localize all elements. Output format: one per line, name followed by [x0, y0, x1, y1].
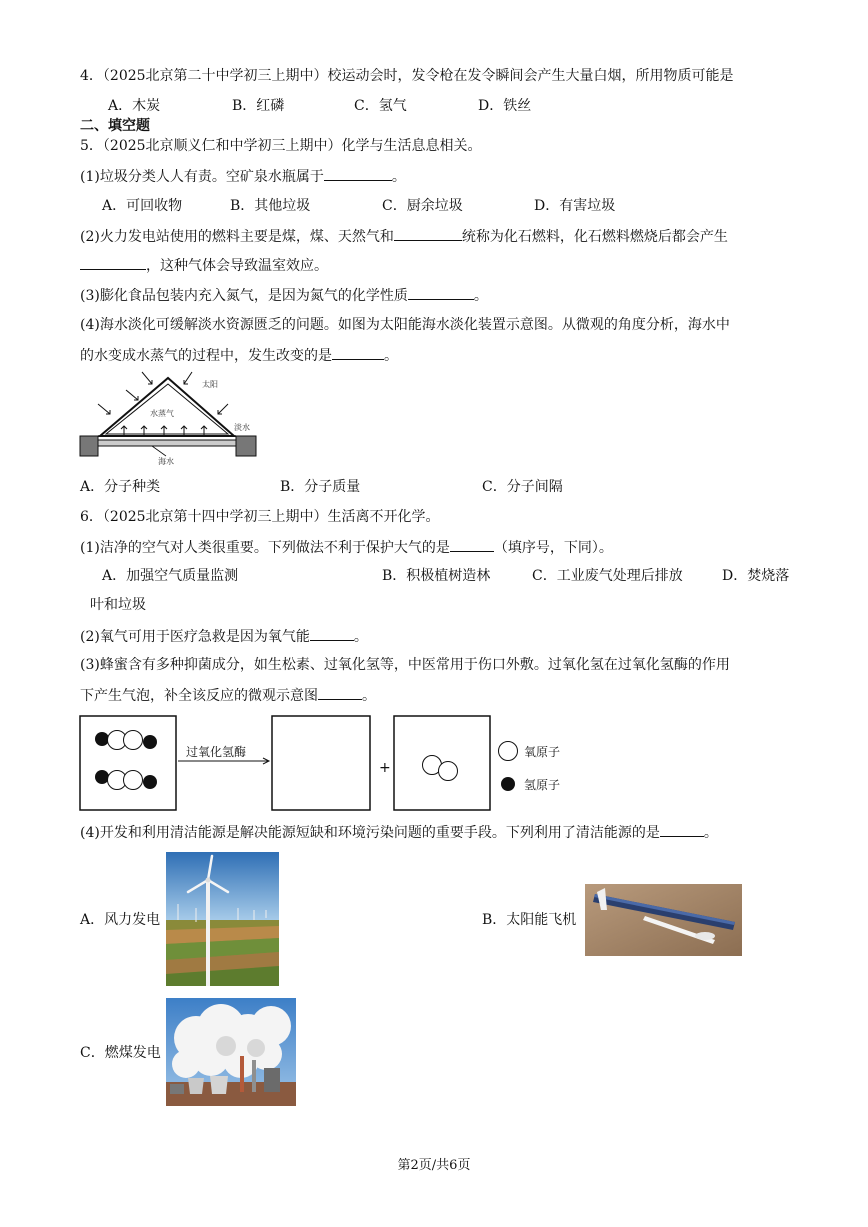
q6-part1-blank[interactable] — [450, 537, 494, 552]
label-sun: 太阳 — [202, 380, 218, 389]
section-title: 二、填空题 — [80, 118, 150, 134]
q6-part4-text: (4)开发和利用清洁能源是解决能源短缺和环境污染问题的重要手段。下列利用了清洁能源的是 — [80, 825, 660, 841]
q6-part3-blank[interactable] — [318, 685, 362, 700]
q5-part3-text: (3)膨化食品包装内充入氮气，是因为氮气的化学性质 — [80, 288, 408, 304]
sunlight-arrows — [98, 372, 228, 414]
q6-part1-option-b: B．积极植树造林 — [382, 568, 491, 584]
wind-power-image[interactable] — [166, 852, 279, 986]
q5-part3-end: 。 — [473, 288, 488, 304]
legend-oxygen-atom-icon — [499, 742, 518, 761]
q6-part3-text: 下产生气泡，补全该反应的微观示意图 — [80, 688, 318, 704]
q5-part2-text-b: 统称为化石燃料，化石燃料燃烧后都会产生 — [461, 229, 728, 245]
q6-part1-option-d: D．焚烧落 — [722, 568, 790, 584]
label-fresh-water: 淡水 — [234, 423, 250, 432]
q6-part2-end: 。 — [353, 629, 368, 645]
seawater-pointer — [152, 446, 166, 456]
q4-option-d: D．铁丝 — [478, 98, 532, 114]
q5-part1-blank[interactable] — [324, 166, 392, 181]
q6-part1-text: (1)洁净的空气对人类很重要。下列做法不利于保护大气的是 — [80, 540, 450, 556]
q6-part1-option-a: A．加强空气质量监测 — [102, 568, 239, 584]
label-vapor: 水蒸气 — [150, 409, 174, 418]
legend-oxygen-label: 氧原子 — [524, 745, 561, 759]
q5-part2-blank-1[interactable] — [394, 226, 462, 241]
q5-part4-line2 — [80, 345, 398, 366]
q5-part1-option-d: D．有害垃圾 — [534, 198, 616, 214]
legend-hydrogen-label: 氢原子 — [524, 778, 561, 792]
q6-part3-line2 — [80, 685, 376, 706]
reaction-condition: 过氧化氢酶 — [186, 745, 247, 759]
q5-part1-end: 。 — [391, 169, 406, 185]
q5-part4-blank[interactable] — [332, 345, 384, 360]
q4-option-b: B．红磷 — [232, 98, 285, 114]
q6-part2-text: (2)氧气可用于医疗急救是因为氧气能 — [80, 629, 310, 645]
q5-part2 — [80, 226, 728, 247]
q5-part1-option-a: A．可回收物 — [102, 198, 183, 214]
q6-part4-option-a: A．风力发电 — [80, 912, 161, 928]
q6-part2-blank[interactable] — [310, 626, 354, 641]
q5-part1-option-b: B．其他垃圾 — [230, 198, 311, 214]
q4-stem: 4．（2025北京第二十中学初三上期中）校运动会时，发令枪在发令瞬间会产生大量白烟，所用物质可能是 — [80, 68, 734, 84]
coal-power-image[interactable] — [166, 998, 296, 1106]
q6-part1-end: （填序号，下同）。 — [493, 540, 613, 556]
q5-part4-option-b: B．分子质量 — [280, 479, 361, 495]
legend-hydrogen-atom-icon — [501, 777, 515, 791]
left-support-block — [80, 436, 98, 456]
q5-part4-option-a: A．分子种类 — [80, 479, 161, 495]
q6-part4 — [80, 822, 718, 843]
q5-part2-line2 — [80, 255, 328, 276]
q5-part1 — [80, 166, 406, 187]
q5-part3-blank[interactable] — [408, 285, 474, 300]
q5-part2-text-a: (2)火力发电站使用的燃料主要是煤，煤、天然气和 — [80, 229, 394, 245]
q5-part2-blank-2[interactable] — [80, 255, 146, 270]
q6-part1 — [80, 537, 613, 558]
q5-stem: 5．（2025北京顺义仁和中学初三上期中）化学与生活息息相关。 — [80, 138, 482, 154]
q4-option-a: A．木炭 — [108, 98, 161, 114]
q6-part4-option-c: C．燃煤发电 — [80, 1045, 161, 1061]
page-number: 第2页/共6页 — [397, 1158, 471, 1173]
q5-part4-end: 。 — [384, 348, 398, 364]
reaction-diagram — [78, 714, 578, 814]
product-box-empty[interactable] — [272, 716, 370, 810]
q5-part1-text: (1)垃圾分类人人有责。空矿泉水瓶属于 — [80, 169, 324, 185]
q6-part4-blank[interactable] — [660, 822, 704, 837]
q5-part4-line1: (4)海水淡化可缓解淡水资源匮乏的问题。如图为太阳能海水淡化装置示意图。从微观的角度分析，海水中 — [80, 317, 730, 333]
label-seawater: 海水 — [158, 457, 174, 466]
q6-part3-line1: (3)蜂蜜含有多种抑菌成分，如生松素、过氧化氢等，中医常用于伤口外敷。过氧化氢在过氧化氢酶的作用 — [80, 657, 730, 673]
q6-part4-end: 。 — [703, 825, 718, 841]
solar-plane-image[interactable] — [585, 884, 742, 956]
desalination-diagram — [78, 370, 260, 466]
seawater-basin — [98, 440, 236, 446]
q5-part3 — [80, 285, 488, 306]
q6-part2 — [80, 626, 368, 647]
coal-plant-icon — [166, 998, 296, 1106]
q5-part2-text-c: ，这种气体会导致温室效应。 — [146, 258, 328, 274]
reactant-box — [80, 716, 176, 810]
q6-part1-option-d-cont: 叶和垃圾 — [90, 597, 146, 613]
q6-stem: 6．（2025北京第十四中学初三上期中）生活离不开化学。 — [80, 509, 440, 525]
q4-option-c: C．氢气 — [354, 98, 407, 114]
right-support-block — [236, 436, 256, 456]
q5-part1-option-c: C．厨余垃圾 — [382, 198, 463, 214]
q5-part4-text: 的水变成水蒸气的过程中，发生改变的是 — [80, 348, 332, 364]
solar-plane-icon — [585, 884, 742, 956]
q6-part4-option-b: B．太阳能飞机 — [482, 912, 577, 928]
wind-turbine-icon — [166, 852, 279, 986]
q6-part1-option-c: C．工业废气处理后排放 — [532, 568, 683, 584]
q5-part4-option-c: C．分子间隔 — [482, 479, 563, 495]
q6-part3-end: 。 — [362, 688, 376, 704]
plus-sign: + — [379, 760, 391, 776]
